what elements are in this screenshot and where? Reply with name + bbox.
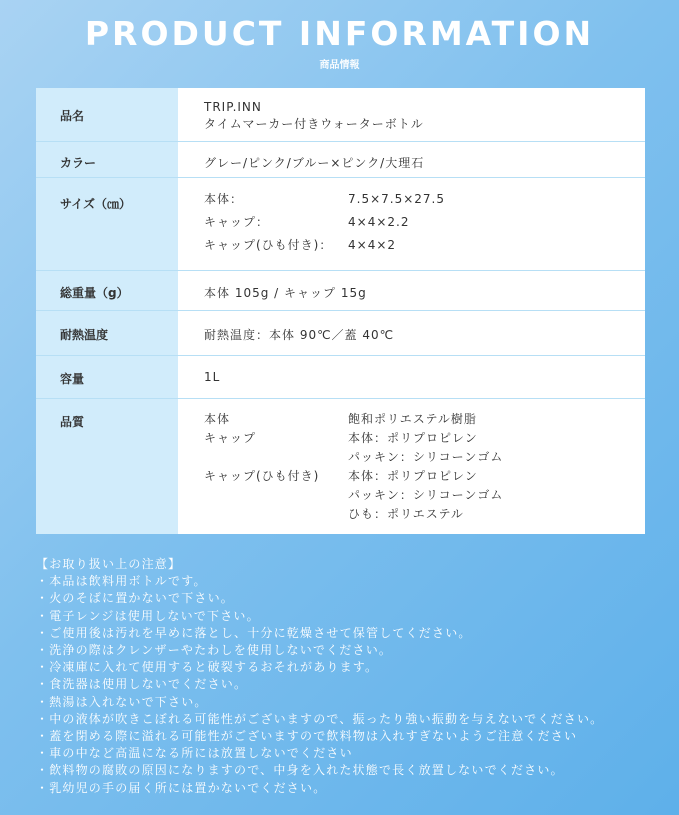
row-value-color: グレー/ピンク/ブルー×ピンク/大理石 <box>178 141 645 177</box>
care-notes <box>36 556 603 797</box>
table-row-size <box>36 177 645 270</box>
care-notes-title: 【お取り扱い上の注意】 <box>36 557 182 571</box>
care-note-item: ・飲料物の腐敗の原因になりますので、中身を入れた状態で長く放置しないでください。 <box>36 763 564 778</box>
care-note-item: ・食洗器は使用しないでください。 <box>36 677 248 692</box>
row-label-weight: 総重量（g） <box>36 270 178 310</box>
care-note-item: ・蓋を閉める際に溢れる可能性がございますので飲料物は入れすぎないようご注意ください <box>36 729 578 744</box>
row-label-material: 品質 <box>36 398 178 534</box>
care-note-item: ・火のそばに置かないで下さい。 <box>36 591 235 606</box>
care-note-item: ・冷凍庫に入れて使用すると破裂するおそれがあります。 <box>36 660 379 675</box>
care-note-item: ・車の中など高温になる所には放置しないでください <box>36 746 353 761</box>
size-row: 本体： 7.5×7.5×27.5 <box>204 191 445 206</box>
row-label-size: サイズ（㎝） <box>36 177 178 270</box>
care-note-item: ・本品は飲料用ボトルです。 <box>36 574 207 589</box>
table-row-material <box>36 398 645 534</box>
table-row-name <box>36 88 645 141</box>
product-info-table <box>36 88 645 534</box>
row-value-capacity: 1L <box>178 355 645 398</box>
table-row-heat <box>36 310 645 355</box>
care-note-item: ・熱湯は入れないで下さい。 <box>36 694 208 709</box>
row-label-capacity: 容量 <box>36 355 178 398</box>
care-note-item: ・ご使用後は汚れを早めに落とし、十分に乾燥させて保管してください。 <box>36 625 472 640</box>
page-subtitle: 商品情報 <box>319 60 360 71</box>
material-row: パッキン：シリコーンゴム <box>348 449 504 464</box>
row-value-size <box>178 177 645 270</box>
size-row: キャップ： 4×4×2.2 <box>204 214 410 229</box>
table-row-color <box>36 141 645 177</box>
row-value-weight: 本体 105g / キャップ 15g <box>178 270 645 310</box>
care-note-item: ・中の液体が吹きこぼれる可能性がございますので、振ったり強い振動を与えないでください。 <box>36 711 604 726</box>
material-row: キャップ(ひも付き) 本体：ポリプロピレン <box>204 468 478 483</box>
row-label-color: カラー <box>36 141 178 177</box>
row-label-name: 品名 <box>36 88 178 141</box>
product-name: タイムマーカー付きウォーターボトル <box>204 117 424 131</box>
material-row: パッキン：シリコーンゴム <box>348 487 504 502</box>
size-row: キャップ(ひも付き)： 4×4×2 <box>204 237 397 252</box>
table-row-weight <box>36 270 645 310</box>
page-title: PRODUCT INFORMATION <box>84 14 595 53</box>
material-row: 本体 飽和ポリエステル樹脂 <box>204 411 477 426</box>
material-row: ひも：ポリエステル <box>348 506 464 521</box>
product-brand: TRIP.INN <box>204 100 262 114</box>
table-row-capacity <box>36 355 645 398</box>
care-note-item: ・洗浄の際はクレンザーやたわしを使用しないでください。 <box>36 643 393 658</box>
care-note-item: ・乳幼児の手の届く所には置かないでください。 <box>36 780 327 795</box>
row-value-name <box>178 88 645 141</box>
row-label-heat: 耐熱温度 <box>36 310 178 355</box>
row-value-material <box>178 398 645 534</box>
care-note-item: ・電子レンジは使用しないで下さい。 <box>36 608 260 623</box>
row-value-heat: 耐熱温度：本体 90℃／蓋 40℃ <box>178 310 645 355</box>
material-row: キャップ 本体：ポリプロピレン <box>204 430 478 445</box>
